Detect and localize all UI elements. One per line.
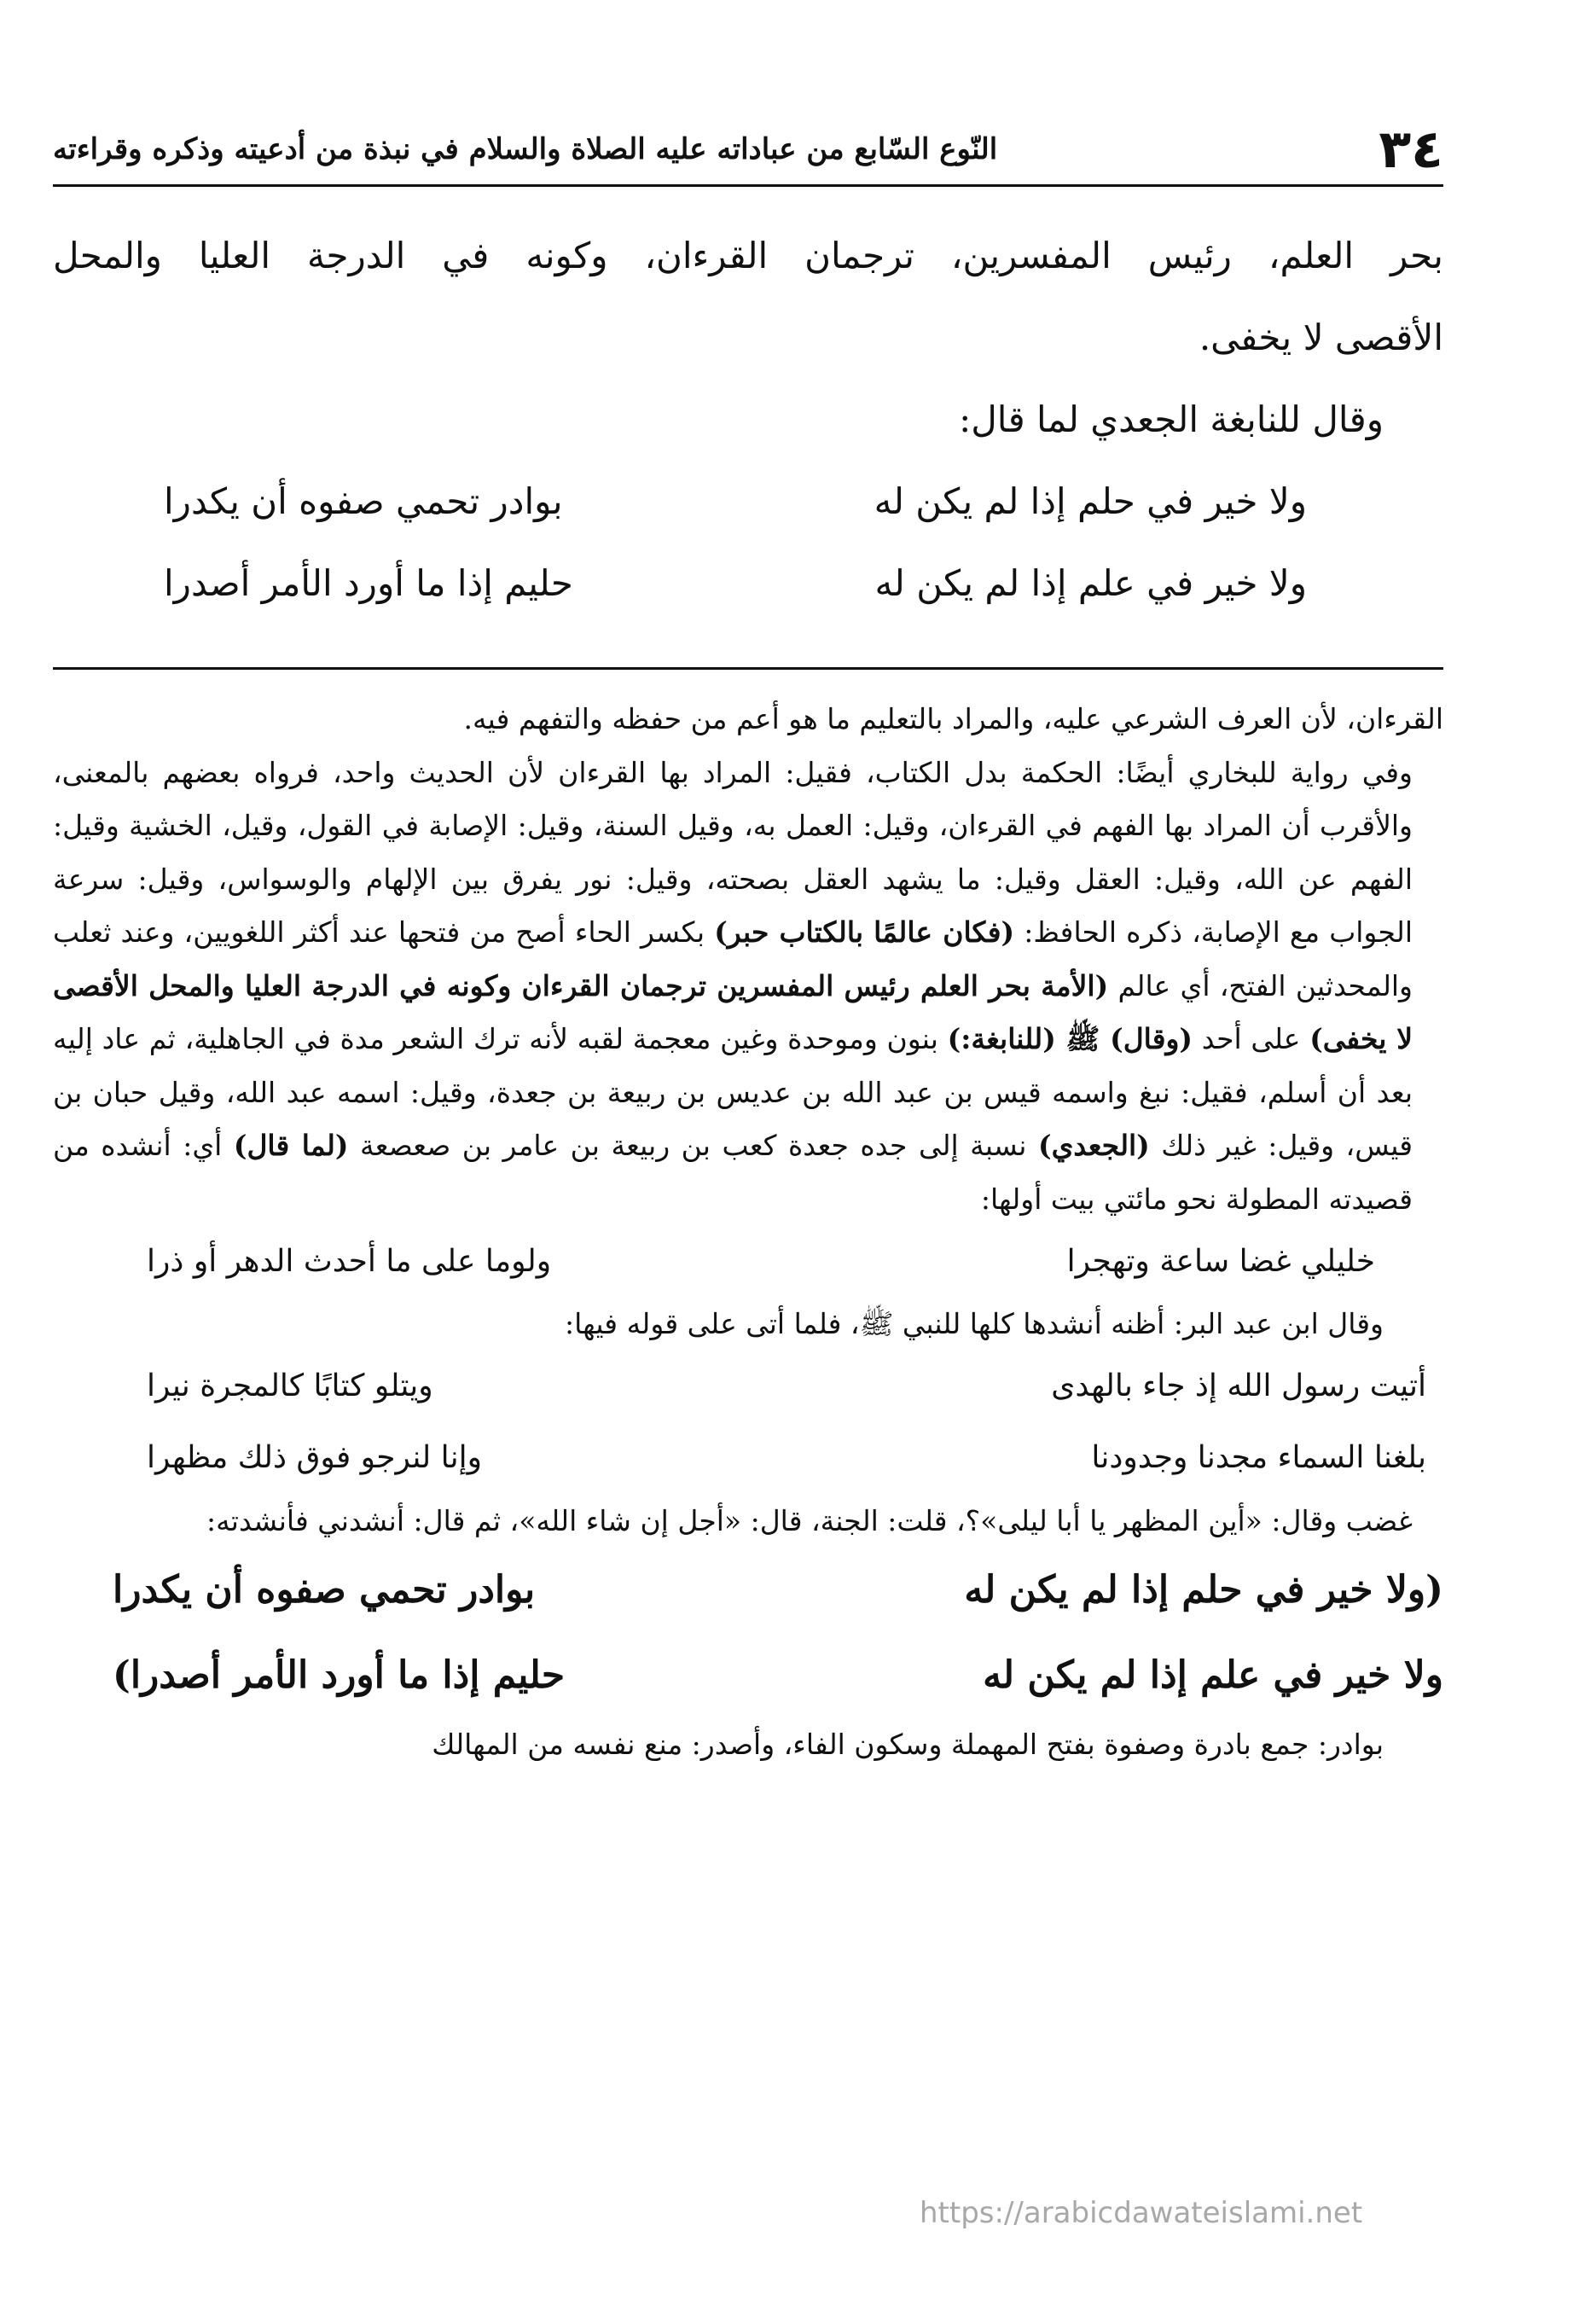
verse-first-hemistich: ولا خير في علم إذا لم يكن له bbox=[983, 1653, 1443, 1697]
header-divider bbox=[53, 184, 1443, 187]
page-number: ٣٤ bbox=[1379, 118, 1443, 180]
note-bold-text: (الأمة بحر العلم رئيس المفسرين ترجمان القرءان وكونه في الدرجة العليا والمحل الأقصى لا يخفى) bbox=[53, 968, 1413, 1055]
commentary-notes bbox=[53, 693, 1443, 1772]
note-text: وفي رواية للبخاري أيضًا: الحكمة بدل الكتاب، فقيل: المراد بها القرءان لأن الحديث واحد، فرواه بعضهم بالمعنى، والأقرب أن المراد بها الفهم في القرءان، وقيل: العمل به، وقيل السنة، وقيل: الإصابة في القول، وقيل، الخشية وقيل: الفهم عن الله، وقيل: العقل وقيل: ما يشهد العقل بصحته، وقيل: نور يفرق بين الإلهام والوسواس، وقيل: سرعة الجواب مع الإصابة، ذكره الحافظ: bbox=[53, 755, 1413, 949]
verse-first-hemistich: بلغنا السماء مجدنا وجدودنا bbox=[1091, 1440, 1426, 1476]
footnote-divider bbox=[53, 667, 1443, 670]
verse-first-hemistich: ولا خير في حلم إذا لم يكن له bbox=[874, 480, 1307, 522]
verse-line bbox=[164, 461, 1307, 543]
verse-line bbox=[113, 1633, 1443, 1718]
main-line: بحر العلم، رئيس المفسرين، ترجمان القرءان، وكونه في الدرجة العليا والمحل bbox=[53, 235, 1443, 276]
verse-second-hemistich: حليم إذا ما أورد الأمر أصدرا bbox=[164, 562, 573, 604]
note-bold-text: (لما قال) bbox=[233, 1129, 349, 1162]
note-text: أي: أنشده من قصيدته المطولة نحو مائتي بيت أولها: bbox=[53, 1129, 1413, 1216]
verse-line bbox=[164, 543, 1307, 625]
note-paragraph: غضب وقال: «أين المظهر يا أبا ليلى»؟، قلت: الجنة، قال: «أجل إن شاء الله»، ثم قال: أنشدني فأنشدته: bbox=[206, 1503, 1413, 1537]
note-bold-text: (الجعدي) bbox=[1037, 1129, 1150, 1162]
note-text: نسبة إلى جده جعدة كعب بن ربيعة بن عامر بن صعصعة bbox=[348, 1129, 1038, 1162]
verse-first-hemistich: خليلي غضا ساعة وتهجرا bbox=[1066, 1243, 1375, 1279]
note-text: بنون وموحدة وغين معجمة لقبه لأنه ترك الشعر مدة في الجاهلية، ثم عاد إليه بعد أن أسلم، فقيل: نبغ واسمه قيس بن عبد الله بن عديس بن ربيعة بن جعدة، وقيل: اسمه عبد الله، وقيل حبان بن قيس، وقيل: غير ذلك bbox=[53, 1022, 1413, 1162]
note-paragraph: القرءان، لأن العرف الشرعي عليه، والمراد بالتعليم ما هو أعم من حفظه والتفهم فيه. bbox=[463, 702, 1443, 735]
verse-second-hemistich: ولوما على ما أحدث الدهر أو ذرا bbox=[147, 1243, 552, 1279]
note-text: على أحد bbox=[1193, 1022, 1310, 1055]
verse-second-hemistich: ويتلو كتابًا كالمجرة نيرا bbox=[147, 1368, 433, 1404]
verse-first-hemistich: أتيت رسول الله إذ جاء بالهدى bbox=[1051, 1368, 1426, 1404]
note-text: بكسر الحاء أصح من فتحها عند أكثر اللغويين، وعند ثعلب والمحدثين الفتح، أي عالم bbox=[53, 915, 1413, 1002]
verse-second-hemistich: بوادر تحمي صفوه أن يكدرا bbox=[113, 1567, 536, 1612]
watermark-url: https://arabicdawateislami.net bbox=[920, 2196, 1363, 2230]
note-paragraph: وقال ابن عبد البر: أظنه أنشدها كلها للنبي ﷺ، فلما أتى على قوله فيها: bbox=[564, 1307, 1384, 1340]
verse-line bbox=[113, 1548, 1443, 1633]
verse-second-hemistich: بوادر تحمي صفوه أن يكدرا bbox=[164, 480, 563, 522]
verse-first-hemistich: (ولا خير في حلم إذا لم يكن له bbox=[964, 1567, 1443, 1612]
note-bold-text: (فكان عالمًا بالكتاب حبر) bbox=[714, 915, 1015, 949]
verse-intro: وقال للنابغة الجعدي لما قال: bbox=[959, 398, 1384, 440]
verse-line bbox=[147, 1351, 1426, 1423]
verse-line bbox=[147, 1226, 1375, 1298]
verse-first-hemistich: ولا خير في علم إذا لم يكن له bbox=[874, 562, 1307, 604]
note-bold-text: (وقال) ﷺ (للنابغة:) bbox=[947, 1022, 1193, 1055]
verse-second-hemistich: وإنا لنرجو فوق ذلك مظهرا bbox=[147, 1440, 483, 1476]
note-paragraph bbox=[53, 747, 1443, 1227]
note-paragraph: بوادر: جمع بادرة وصفوة بفتح المهملة وسكون الفاء، وأصدر: منع نفسه من المهالك bbox=[432, 1728, 1384, 1761]
running-title: النّوع السّابع من عباداته عليه الصلاة والسلام في نبذة من أدعيته وذكره وقراءته bbox=[53, 131, 998, 166]
main-line: الأقصى لا يخفى. bbox=[1199, 317, 1443, 358]
page-header bbox=[53, 118, 1443, 180]
verse-second-hemistich: حليم إذا ما أورد الأمر أصدرا) bbox=[113, 1653, 566, 1697]
verse-line bbox=[147, 1423, 1426, 1495]
main-text bbox=[53, 215, 1443, 625]
